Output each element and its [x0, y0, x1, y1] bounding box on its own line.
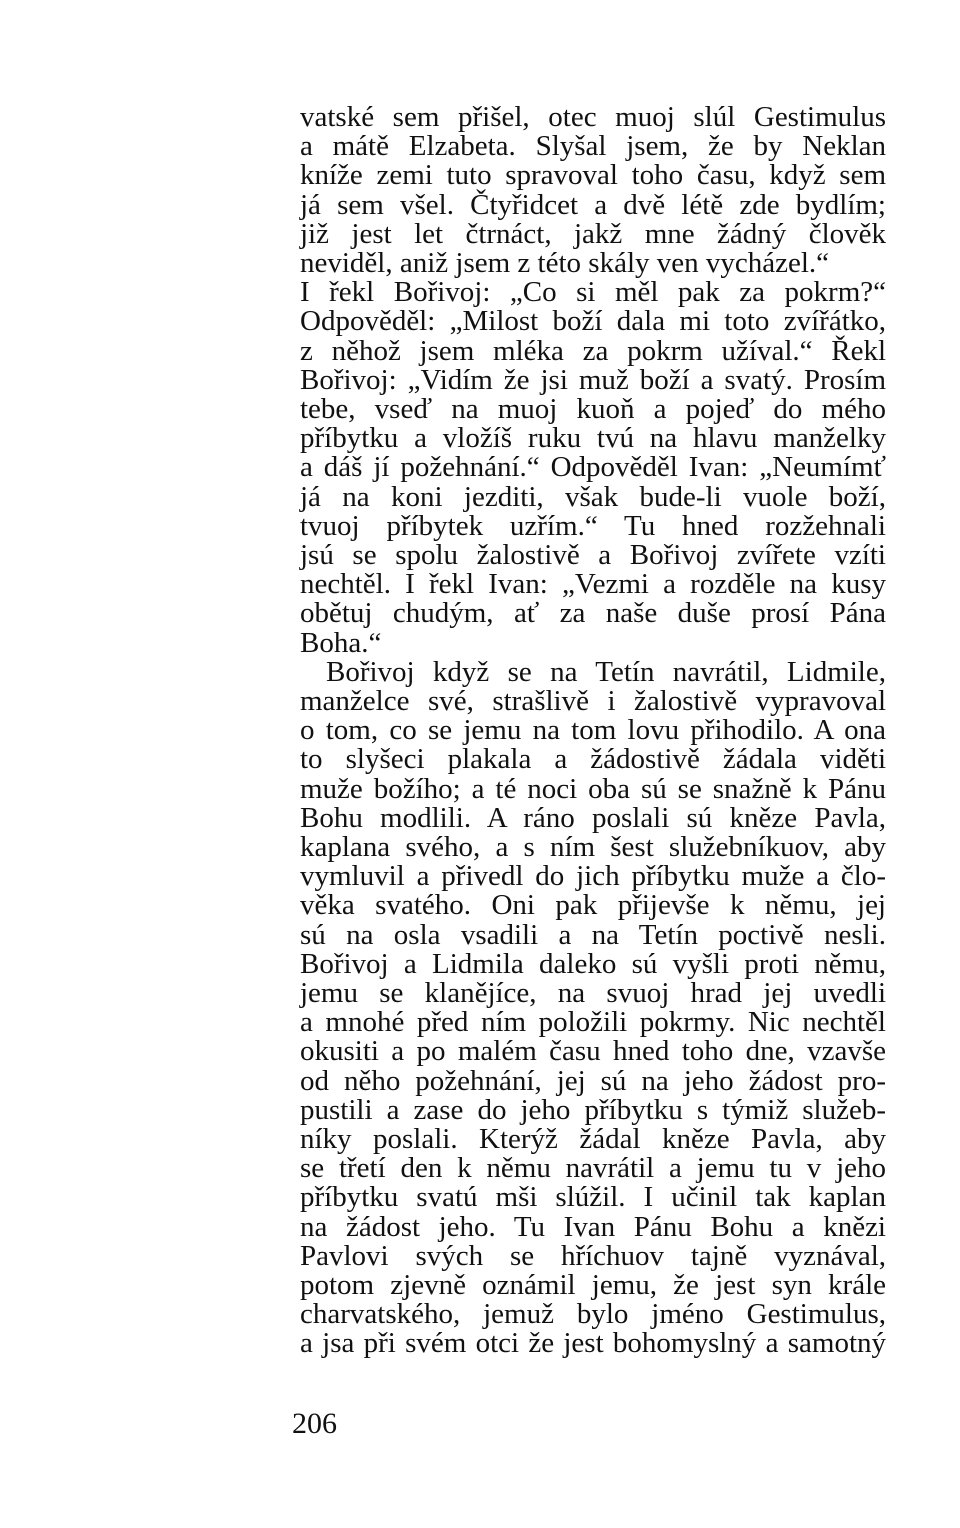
text-line: tvuoj příbytek uzřím.“ Tu hned rozžehnali — [300, 510, 886, 542]
text-line: a mnohé před ním položili pokrmy. Nic nechtěl — [300, 1006, 886, 1038]
text-line: příbytku a vložíš ruku tvú na hlavu manželky — [300, 422, 886, 454]
text-line: příbytku svatú mši slúžil. I učinil tak kaplan — [300, 1181, 886, 1213]
text-line: já sem všel. Čtyřidcet a dvě létě zde bydlím; — [300, 189, 886, 221]
text-line: jemu se klanějíce, na svuoj hrad jej uvedli — [300, 977, 886, 1009]
text-line: vatské sem přišel, otec muoj slúl Gestimulus — [300, 101, 886, 133]
text-line: Pavlovi svých se hříchuov tajně vyznával, — [300, 1240, 886, 1272]
text-line: vymluvil a přivedl do jich příbytku muže a člo- — [300, 860, 886, 892]
text-line: Bořivoj když se na Tetín navrátil, Lidmile, — [326, 656, 886, 688]
text-line: manželce své, strašlivě i žalostivě vypravoval — [300, 685, 886, 717]
text-line: a mátě Elzabeta. Slyšal jsem, že by Neklan — [300, 130, 886, 162]
text-line: níky poslali. Kterýž žádal kněze Pavla, aby — [300, 1123, 886, 1155]
text-line: z něhož jsem mléka za pokrm užíval.“ Řekl — [300, 335, 886, 367]
text-line: Bořivoj a Lidmila daleko sú vyšli proti němu, — [300, 948, 886, 980]
text-line: nechtěl. I řekl Ivan: „Vezmi a rozděle na kusy — [300, 568, 886, 600]
text-line: sú na osla vsadili a na Tetín poctivě nesli. — [300, 919, 886, 951]
text-line: potom zjevně oznámil jemu, že jest syn krále — [300, 1269, 886, 1301]
text-line: charvatského, jemuž bylo jméno Gestimulus, — [300, 1298, 886, 1330]
text-line: a dáš jí požehnání.“ Odpověděl Ivan: „Neumímť — [300, 451, 886, 483]
text-line: na žádost jeho. Tu Ivan Pánu Bohu a knězi — [300, 1211, 886, 1243]
text-line: kníže zemi tuto spravoval toho času, když sem — [300, 159, 886, 191]
text-line: Bořivoj: „Vidím že jsi muž boží a svatý. Prosím — [300, 364, 886, 396]
text-line: já na koni jezditi, však bude-li vuole boží, — [300, 481, 886, 513]
text-line: okusiti a po malém času hned toho dne, vzavše — [300, 1035, 886, 1067]
text-line: jsú se spolu žalostivě a Bořivoj zvířete vzíti — [300, 539, 886, 571]
text-line: a jsa při svém otci že jest bohomyslný a samotný — [300, 1327, 886, 1359]
text-line: Boha.“ — [300, 627, 382, 659]
text-line: se třetí den k němu navrátil a jemu tu v jeho — [300, 1152, 886, 1184]
text-line: pustili a zase do jeho příbytku s týmiž služeb- — [300, 1094, 886, 1126]
text-line: věka svatého. Oni pak přijevše k němu, jej — [300, 889, 886, 921]
text-line: kaplana svého, a s ním šest služebníkuov, aby — [300, 831, 886, 863]
text-line: I řekl Bořivoj: „Co si měl pak za pokrm?“ — [300, 276, 886, 308]
text-line: Bohu modlili. A ráno poslali sú kněze Pavla, — [300, 802, 886, 834]
text-line: o tom, co se jemu na tom lovu přihodilo. A ona — [300, 714, 886, 746]
text-line: obětuj chudým, ať za naše duše prosí Pána — [300, 597, 886, 629]
text-line: muže božího; a té noci oba sú se snažně k Pánu — [300, 773, 886, 805]
text-line: již jest let čtrnáct, jakž mne žádný člověk — [300, 218, 886, 250]
text-line: neviděl, aniž jsem z této skály ven vycházel.“ — [300, 247, 830, 279]
text-line: od něho požehnání, jej sú na jeho žádost pro- — [300, 1065, 886, 1097]
page-number: 206 — [292, 1407, 337, 1440]
text-line: Odpověděl: „Milost boží dala mi toto zvířátko, — [300, 305, 886, 337]
text-line: tebe, vseď na muoj kuoň a pojeď do mého — [300, 393, 886, 425]
text-line: to slyšeci plakala a žádostivě žádala viděti — [300, 743, 886, 775]
